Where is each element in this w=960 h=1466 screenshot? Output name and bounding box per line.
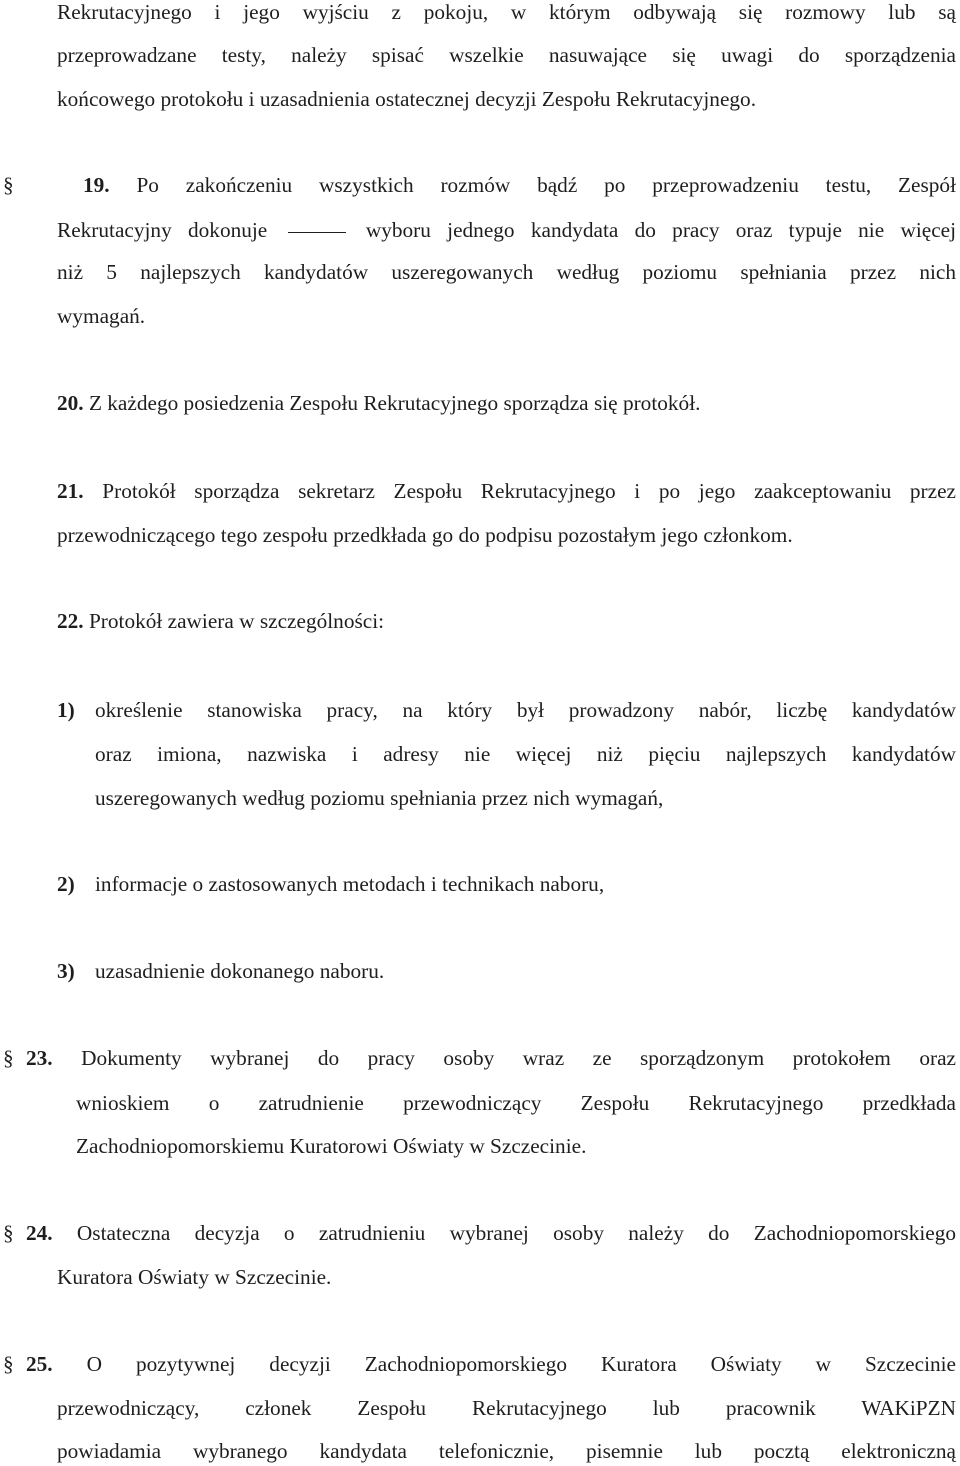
paragraph-19-text-2b: wyboru jednego kandydata do pracy oraz typuje nie więcej [365, 218, 957, 242]
paragraph-24-number: 24. [26, 1221, 53, 1245]
intro-line-2: przeprowadzane testy, należy spisać wszelkie nasuwające się uwagi do sporządzenia [57, 43, 956, 67]
paragraph-23-line-3: Zachodniopomorskiemu Kuratorowi Oświaty w Szczecinie. [76, 1134, 587, 1158]
section-sign-25: § [3, 1352, 14, 1376]
paragraph-23-line-2: wnioskiem o zatrudnienie przewodniczący Zespołu Rekrutacyjnego przedkłada [76, 1091, 956, 1115]
paragraph-19-text-2a: Rekrutacyjny dokonuje [57, 218, 268, 242]
list-item-1-line-1: określenie stanowiska pracy, na który był prowadzony nabór, liczbę kandydatów [95, 698, 956, 722]
list-item-2-number: 2) [57, 872, 75, 896]
paragraph-19-number: 19. [83, 173, 110, 197]
paragraph-25-number: 25. [26, 1352, 53, 1376]
section-sign-23: § [3, 1046, 14, 1070]
list-item-1-line-2: oraz imiona, nazwiska i adresy nie więcej niż pięciu najlepszych kandydatów [95, 742, 956, 766]
list-item-2-line-1: informacje o zastosowanych metodach i technikach naboru, [95, 872, 605, 896]
list-item-1-line-3: uszeregowanych według poziomu spełniania przez nich wymagań, [95, 786, 664, 810]
paragraph-23-line-1 [26, 1044, 956, 1072]
paragraph-22-number: 22. [57, 609, 84, 633]
paragraph-19-line-1 [57, 171, 956, 199]
em-dash [288, 232, 346, 233]
paragraph-22-line-1 [57, 607, 956, 635]
paragraph-21-line-2: przewodniczącego tego zespołu przedkłada go do podpisu pozostałym jego członkom. [57, 523, 793, 547]
intro-line-3: końcowego protokołu i uzasadnienia ostatecznej decyzji Zespołu Rekrutacyjnego. [57, 87, 757, 111]
paragraph-19-line-3: niż 5 najlepszych kandydatów uszeregowanych według poziomu spełniania przez nich [57, 260, 956, 284]
paragraph-22-text: Protokół zawiera w szczególności: [88, 609, 385, 633]
paragraph-19-text-1: Po zakończeniu wszystkich rozmów bądź po przeprowadzeniu testu, Zespół [136, 173, 956, 197]
intro-line-1: Rekrutacyjnego i jego wyjściu z pokoju, w którym odbywają się rozmowy lub są [57, 0, 956, 24]
paragraph-23-text-1: Dokumenty wybranej do pracy osoby wraz ze sporządzonym protokołem oraz [81, 1046, 956, 1070]
list-item-3-number: 3) [57, 959, 75, 983]
paragraph-20-text: Z każdego posiedzenia Zespołu Rekrutacyjnego sporządza się protokół. [88, 391, 701, 415]
paragraph-19-line-4: wymagań. [57, 304, 146, 328]
paragraph-25-line-3: powiadamia wybranego kandydata telefonicznie, pisemnie lub pocztą elektroniczną [57, 1439, 956, 1463]
section-sign-24: § [3, 1221, 14, 1245]
paragraph-24-line-2: Kuratora Oświaty w Szczecinie. [57, 1265, 332, 1289]
paragraph-25-text-1: O pozytywnej decyzji Zachodniopomorskiego Kuratora Oświaty w Szczecinie [86, 1352, 957, 1376]
paragraph-21-number: 21. [57, 479, 84, 503]
paragraph-20-number: 20. [57, 391, 84, 415]
list-item-1-number: 1) [57, 698, 75, 722]
paragraph-21-text-1: Protokół sporządza sekretarz Zespołu Rekrutacyjnego i po jego zaakceptowaniu przez [102, 479, 957, 503]
paragraph-21-line-1 [57, 477, 956, 505]
paragraph-19-line-2 [57, 216, 956, 244]
paragraph-24-text-1: Ostateczna decyzja o zatrudnieniu wybranej osoby należy do Zachodniopomorskiego [76, 1221, 957, 1245]
paragraph-24-line-1 [26, 1219, 956, 1247]
paragraph-25-line-1 [26, 1350, 956, 1378]
list-item-3-line-1: uzasadnienie dokonanego naboru. [95, 959, 385, 983]
paragraph-20-line-1 [57, 389, 956, 417]
paragraph-25-line-2: przewodniczący, członek Zespołu Rekrutacyjnego lub pracownik WAKiPZN [57, 1396, 956, 1420]
paragraph-23-number: 23. [26, 1046, 53, 1070]
section-sign-19: § [3, 173, 14, 197]
